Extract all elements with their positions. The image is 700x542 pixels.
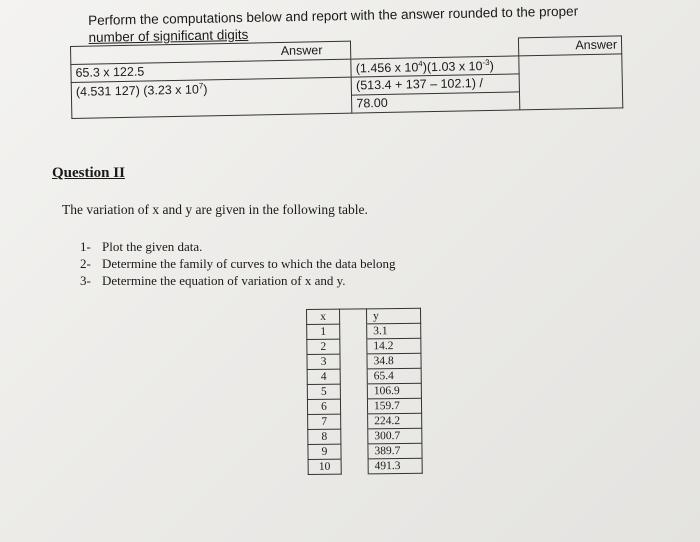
data-row [307,368,421,384]
x-cell: 9 [308,444,341,459]
question-heading: Question II [52,165,125,181]
y-cell: 34.8 [367,353,421,369]
y-cell: 14.2 [367,338,421,354]
x-cell: 10 [308,459,341,474]
data-row [308,458,422,474]
x-cell: 4 [307,369,340,384]
gap-cell [340,384,367,399]
left-expression-2 [71,77,352,118]
right-answer-cell[interactable] [518,54,622,110]
data-row [307,323,421,339]
xy-data-table [306,308,423,475]
y-cell: 3.1 [367,323,421,339]
right-answer-header: Answer [518,36,622,56]
y-header: y [367,308,421,324]
y-cell: 106.9 [367,383,421,399]
y-cell: 300.7 [368,428,422,444]
gap-cell [341,444,368,459]
y-cell: 224.2 [368,413,422,429]
x-cell: 8 [308,429,341,444]
task-number: 1- [80,239,91,254]
y-cell: 65.4 [367,368,421,384]
task-item [80,238,395,255]
gap-cell [341,414,368,429]
x-cell: 2 [307,339,340,354]
data-row [307,398,421,414]
gap-cell [340,339,367,354]
instructions-line-1: Perform the computations below and report with the answer rounded to the proper [88,3,579,28]
x-cell: 1 [307,324,340,339]
y-cell: 159.7 [367,398,421,414]
data-row [307,338,421,354]
gap-cell [341,429,368,444]
task-text: Determine the family of curves to which the data belong [102,256,396,271]
computations-table [70,35,623,119]
right-expr-1-exp-a: 4 [418,59,423,69]
x-cell: 6 [307,399,340,414]
data-row [308,413,422,429]
task-text: Plot the given data. [102,239,203,254]
task-item [80,255,395,272]
instructions-line-2: number of significant digits [88,26,249,45]
task-item [80,272,395,289]
gap-cell [340,354,367,369]
task-text: Determine the equation of variation of x and y. [102,273,346,288]
gap-cell [341,459,368,474]
data-row [308,428,422,444]
data-row [307,383,421,399]
left-expr-2-base: (4.531 127) (3.23 x 10 [75,82,199,99]
data-header-row [307,308,421,324]
y-cell: 491.3 [368,458,422,474]
right-expr-1-part-a: (1.456 x 10 [355,60,419,76]
question-intro: The variation of x and y are given in the following table. [62,202,368,217]
data-row [308,443,422,459]
task-number: 3- [80,273,91,288]
x-header: x [307,309,340,324]
right-expression-2: (513.4 + 137 – 102.1) / [351,74,519,95]
gap-cell [340,399,367,414]
x-cell: 3 [307,354,340,369]
data-row [307,353,421,369]
gap-cell [340,309,367,324]
gap-cell [340,324,367,339]
y-cell: 389.7 [368,443,422,459]
right-expr-1-part-c: ) [489,58,494,73]
gap-cell [340,369,367,384]
left-expression-1: 65.3 x 122.5 [71,59,352,82]
task-number: 2- [80,256,91,271]
task-list [80,238,395,289]
x-cell: 5 [307,384,340,399]
left-expr-2-exp: 7 [198,81,204,91]
right-expression-3: 78.00 [352,92,520,113]
right-expr-1-part-b: )(1.03 x 10 [422,59,483,75]
x-cell: 7 [308,414,341,429]
right-expr-1-exp-b: -3 [482,57,490,68]
left-expr-2-end: ) [203,82,208,97]
left-answer-header: Answer [71,41,352,64]
